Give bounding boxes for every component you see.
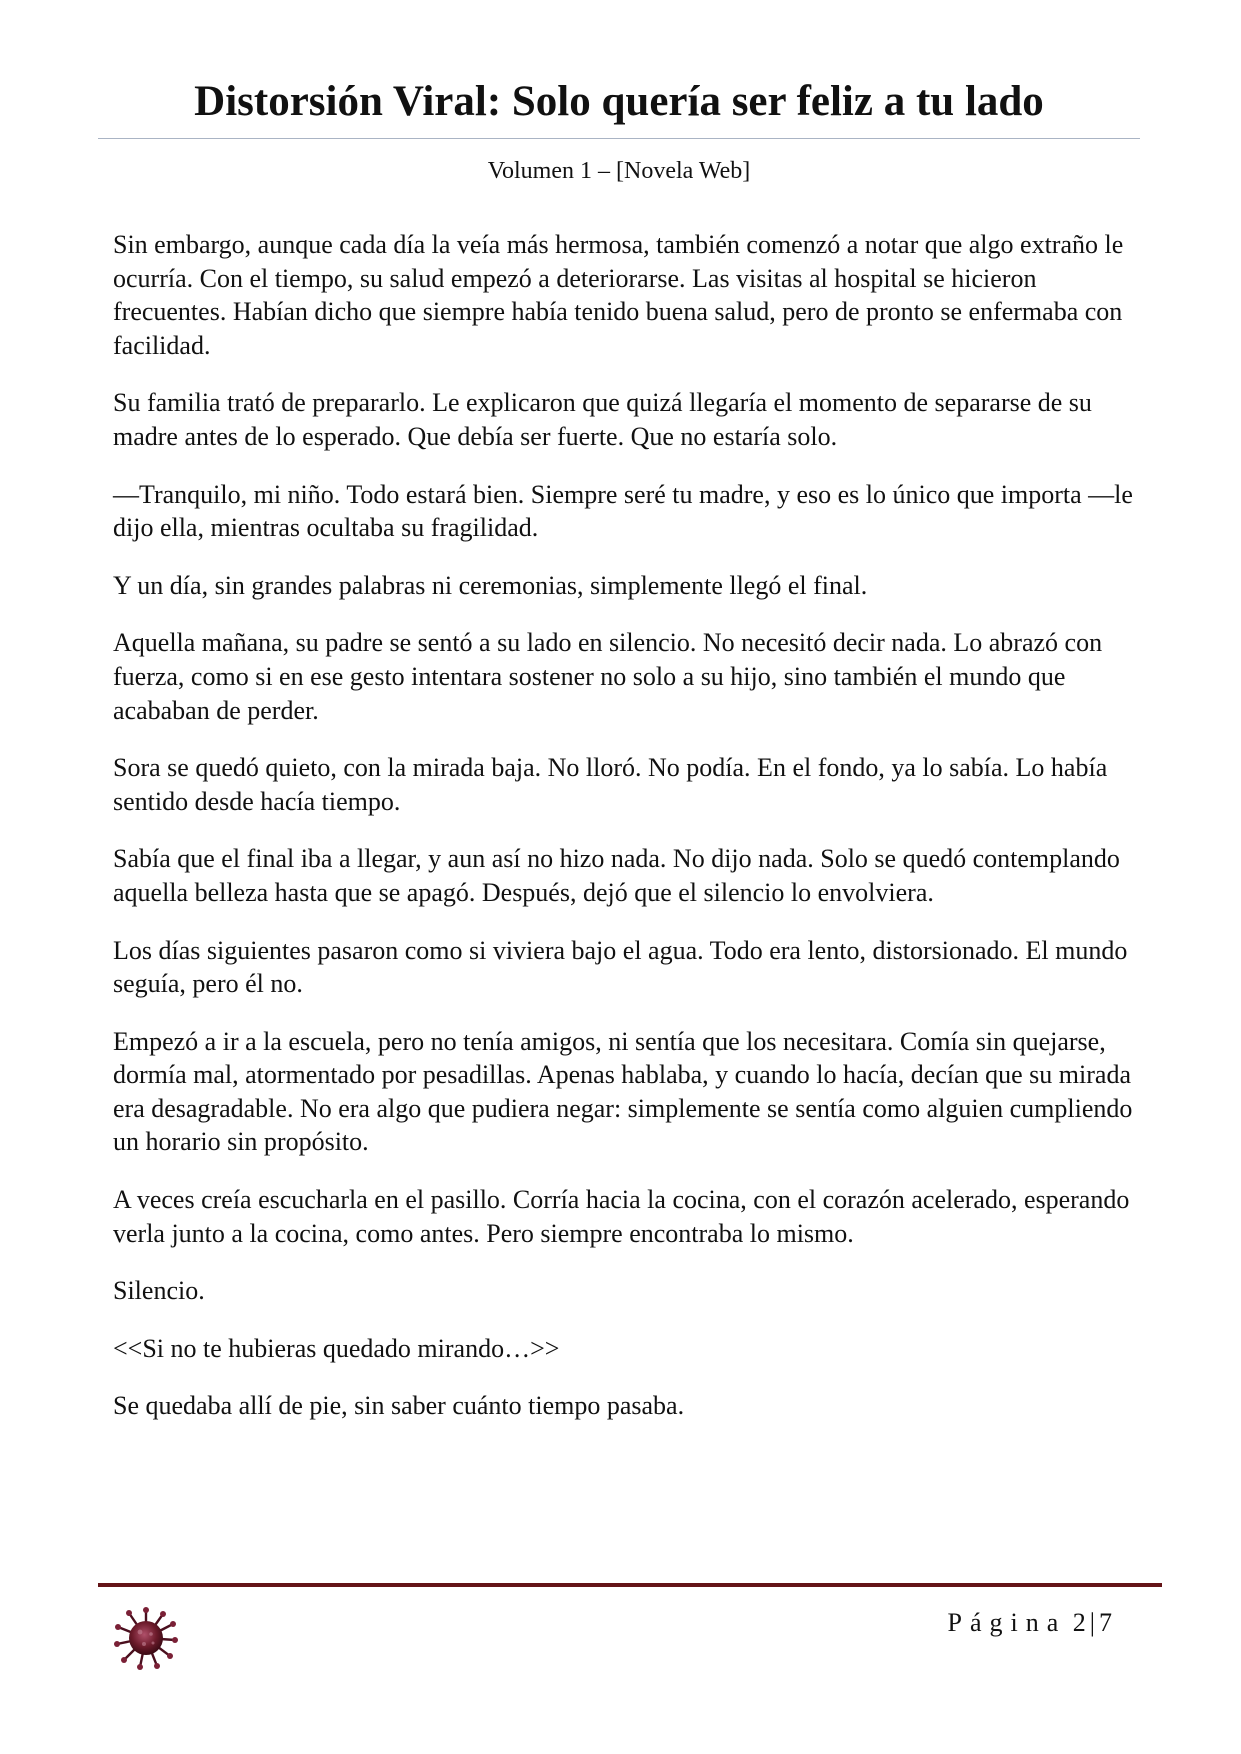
paragraph: Sabía que el final iba a llegar, y aun así no hizo nada. No dijo nada. Solo se quedó contemplando aquella belleza hasta que se apagó. Después, dejó que el silencio lo envolviera.: [113, 844, 1120, 907]
page-indicator: [948, 1607, 1112, 1639]
paragraph: Los días siguientes pasaron como si viviera bajo el agua. Todo era lento, distorsionado. El mundo seguía, pero él no.: [113, 935, 1128, 999]
virus-icon: [113, 1605, 179, 1671]
paragraph: —Tranquilo, mi niño. Todo estará bien. Siempre seré tu madre, y eso es lo único que importa —le dijo ella, mientras ocultaba su fragilidad.: [113, 479, 1133, 543]
page-title: Distorsión Viral: Solo quería ser feliz a tu lado: [194, 78, 1044, 125]
paragraph: Se quedaba allí de pie, sin saber cuánto tiempo pasaba.: [113, 1391, 685, 1421]
page-number: 2: [1072, 1608, 1086, 1637]
paragraph: A veces creía escucharla en el pasillo. Corría hacia la cocina, con el corazón acelerado, esperando verla junto a la cocina, como antes. Pero siempre encontraba lo mismo.: [113, 1185, 1130, 1248]
page-total: 7: [1099, 1608, 1112, 1637]
title-divider: [98, 138, 1140, 139]
volume-subtitle: Volumen 1 – [Novela Web]: [487, 158, 751, 184]
page-label: Página: [947, 1608, 1067, 1637]
paragraph: Y un día, sin grandes palabras ni ceremonias, simplemente llegó el final.: [113, 570, 868, 600]
paragraph: Empezó a ir a la escuela, pero no tenía amigos, ni sentía que los necesitara. Comía sin quejarse, dormía mal, atormentado por pesadillas. Apenas hablaba, y cuando lo hacía, decían que su mirada era desagradable. No era algo que pudiera negar: simplemente se sentía como alguien cumpliendo un horario sin propósito.: [113, 1026, 1133, 1157]
paragraph: Sora se quedó quieto, con la mirada baja. No lloró. No podía. En el fondo, ya lo sabía. Lo había sentido desde hacía tiempo.: [113, 753, 1108, 816]
footer-divider: [98, 1583, 1162, 1587]
paragraph: <<Si no te hubieras quedado mirando…>>: [113, 1333, 560, 1363]
paragraph: Aquella mañana, su padre se sentó a su lado en silencio. No necesitó decir nada. Lo abrazó con fuerza, como si en ese gesto intentara sostener no solo a su hijo, sino también el mundo que acababan de perder.: [113, 628, 1103, 725]
chapter-body: [113, 228, 1143, 1447]
paragraph: Su familia trató de prepararlo. Le explicaron que quizá llegaría el momento de separarse de su madre antes de lo esperado. Que debía ser fuerte. Que no estaría solo.: [113, 388, 1092, 451]
paragraph: Silencio.: [113, 1276, 205, 1306]
page-separator: |: [1089, 1608, 1095, 1637]
paragraph: Sin embargo, aunque cada día la veía más hermosa, también comenzó a notar que algo extraño le ocurría. Con el tiempo, su salud empezó a deteriorarse. Las visitas al hospital se hicieron frecuentes. Habían dicho que siempre había tenido buena salud, pero de pronto se enfermaba con facilidad.: [113, 230, 1124, 360]
